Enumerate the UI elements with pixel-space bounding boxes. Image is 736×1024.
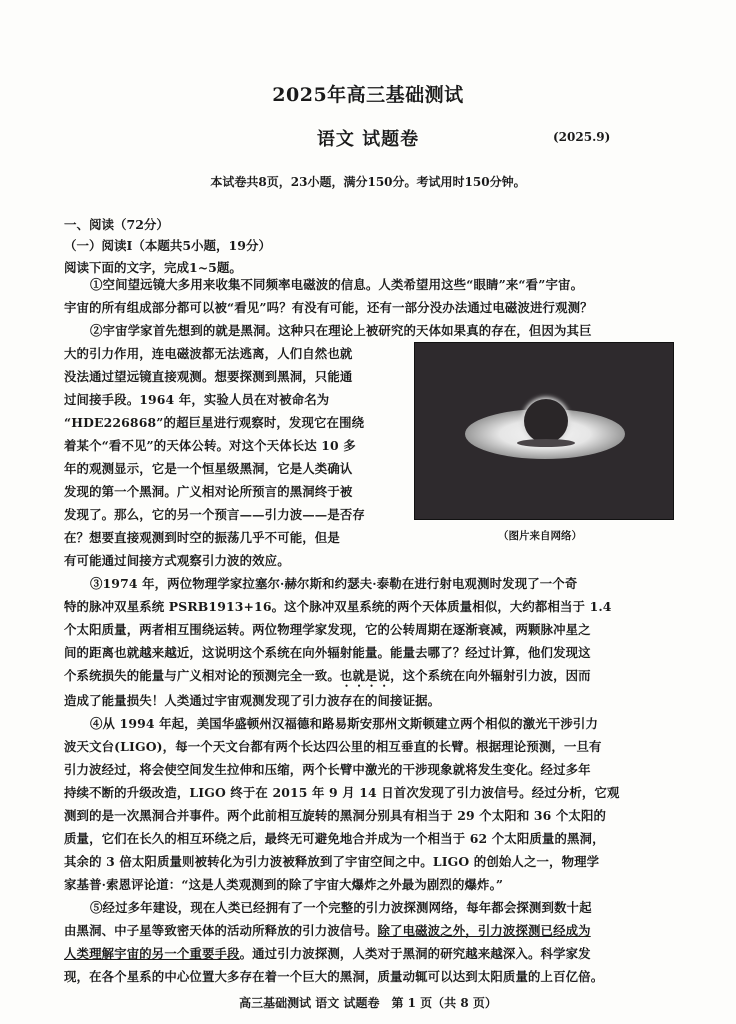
paragraph-2-line: 大的引力作用，连电磁波都无法逃离，人们自然也就 <box>64 346 353 361</box>
paragraph-5-line: ⑤经过多年建设，现在人类已经拥有了一个完整的引力波探测网络，每年都会探测到数十起 <box>90 900 592 915</box>
exam-info: 本试卷共8页，23小题，满分150分。考试用时150分钟。 <box>210 175 526 189</box>
paragraph-4-line: ④从 1994 年起，美国华盛顿州汉福德和路易斯安那州文斯顿建立两个相似的激光干涉引力 <box>90 716 599 731</box>
paragraph-2-line: 过间接手段。1964 年，实验人员在对被命名为 <box>64 392 330 407</box>
paragraph-2-line: 在？想要直接观测到时空的振荡几乎不可能，但是 <box>64 530 340 545</box>
text-span: 个系统损失的能量与广义相对论的预测完全一致。 <box>64 668 340 683</box>
section-heading: 一、阅读（72分） <box>64 217 169 232</box>
exam-title: 2025年高三基础测试 <box>272 84 464 106</box>
section-instruction: 阅读下面的文字，完成1~5题。 <box>64 260 242 275</box>
paragraph-3-line: ③1974 年，两位物理学家拉塞尔·赫尔斯和约瑟夫·泰勒在进行射电观测时发现了一个奇 <box>90 576 578 591</box>
paragraph-4-line: 家基普·索恩评论道：“这是人类观测到的除了宇宙大爆炸之外最为剧烈的爆炸。” <box>64 877 504 892</box>
paragraph-1-line: ①空间望远镜大多用来收集不同频率电磁波的信息。人类希望用这些“眼睛”来“看”宇宙。 <box>90 277 584 292</box>
paragraph-2-line: 没法通过望远镜直接观测。想要探测到黑洞，只能通 <box>64 369 353 384</box>
text-span: 。通过引力波探测，人类对于黑洞的研究越来越深入。科学家发 <box>239 946 591 961</box>
paragraph-4-line: 质量，它们在长久的相互环绕之后，最终无可避免地合并成为一个相当于 62 个太阳质量的黑洞， <box>64 831 605 846</box>
paragraph-4-line: 引力波经过，将会使空间发生拉伸和压缩，两个长臂中激光的干涉现象就将发生变化。经过多年 <box>64 762 591 777</box>
underlined-sentence: 人类理解宇宙的另一个重要手段 <box>64 946 240 961</box>
paragraph-2-line: 发现了。那么，它的另一个预言——引力波——是否存 <box>64 507 365 522</box>
paragraph-4-line: 测到的是一次黑洞合并事件。两个此前相互旋转的黑洞分别具有相当于 29 个太阳和 36 个太阳的 <box>64 808 607 823</box>
exam-subtitle: 语文 试题卷 <box>316 129 420 150</box>
paragraph-3-line: 特的脉冲双星系统 PSRB1913+16。这个脉冲双星系统的两个天体质量相似，大约都相当于 1.4 <box>64 599 612 614</box>
paragraph-5-line <box>64 919 696 942</box>
exam-date: (2025.9) <box>553 130 611 144</box>
paragraph-4-line: 波天文台(LIGO)，每一个天文台都有两个长达四公里的相互垂直的长臂。根据理论预测，一旦有 <box>64 739 602 754</box>
paragraph-4-line: 其余的 3 倍太阳质量则被转化为引力波被释放到了宇宙空间之中。LIGO 的创始人之一，物理学 <box>64 854 600 869</box>
page-footer: 高三基础测试 语文 试题卷 第 1 页（共 8 页） <box>239 996 497 1010</box>
paragraph-5-line <box>64 942 696 965</box>
paragraph-3-line: 个太阳质量，两者相互围绕运转。两位物理学家发现，它的公转周期在逐渐衰减，两颗脉冲星之 <box>64 622 591 637</box>
text-span: 由黑洞、中子星等致密天体的活动所释放的引力波信号。 <box>64 923 378 938</box>
black-hole-image <box>414 342 674 520</box>
paragraph-5-line: 现，在各个星系的中心位置大多存在着一个巨大的黑洞，质量动辄可以达到太阳质量的上百亿倍。 <box>64 969 604 984</box>
paragraph-2-line: 年的观测显示，它是一个恒星级黑洞，它是人类确认 <box>64 461 353 476</box>
emphasized-phrase: 也就是说 <box>339 668 391 683</box>
paragraph-2-line: ②宇宙学家首先想到的就是黑洞。这种只在理论上被研究的天体如果真的存在，但因为其巨 <box>90 323 592 338</box>
paragraph-3-line: 造成了能量损失！人类通过宇宙观测发现了引力波存在的间接证据。 <box>64 693 441 708</box>
paragraph-4-line: 持续不断的升级改造，LIGO 终于在 2015 年 9 月 14 日首次发现了引力波信号。经过分析，它观 <box>64 785 620 800</box>
paragraph-2-line: 着某个“看不见”的天体公转。对这个天体长达 10 多 <box>64 438 356 453</box>
figure-caption: （图片来自网络） <box>498 530 582 542</box>
lensing-band-shape <box>517 439 575 447</box>
paragraph-2-line: 发现的第一个黑洞。广义相对论所预言的黑洞终于被 <box>64 484 353 499</box>
text-span: ，这个系统在向外辐射引力波，因而 <box>390 668 591 683</box>
paragraph-1-line: 宇宙的所有组成部分都可以被“看见”吗？有没有可能，还有一部分没办法通过电磁波进行观测？ <box>64 300 593 315</box>
paragraph-3-line <box>64 664 696 690</box>
paragraph-2-line: “HDE226868”的超巨星进行观察时，发现它在围绕 <box>64 415 365 430</box>
paragraph-3-line: 间的距离也就越来越近，这说明这个系统在向外辐射能量。能量去哪了？经过计算，他们发现这 <box>64 645 591 660</box>
underlined-sentence: 除了电磁波之外，引力波探测已经成为 <box>377 923 591 938</box>
section-subheading: （一）阅读Ⅰ（本题共5小题，19分） <box>64 238 271 253</box>
paragraph-2-line: 有可能通过间接方式观察引力波的效应。 <box>64 553 290 568</box>
event-horizon-shape <box>524 399 568 443</box>
